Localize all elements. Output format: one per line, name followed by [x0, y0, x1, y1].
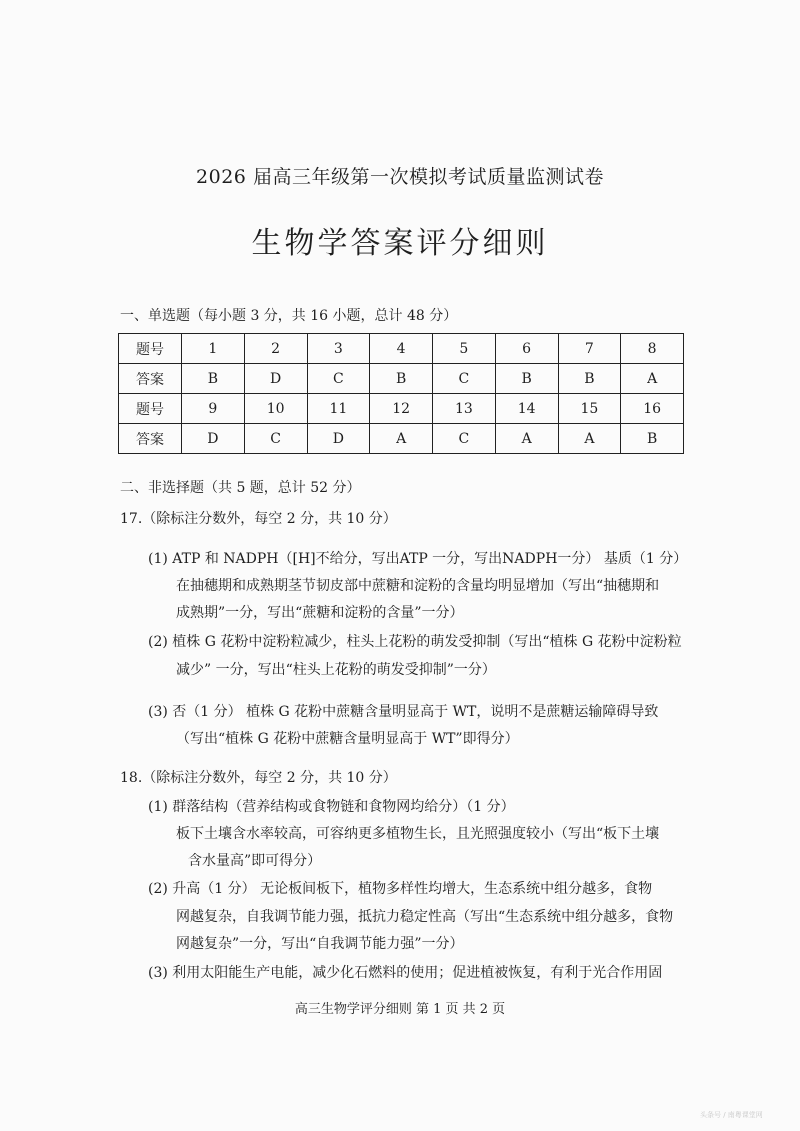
answer-cell: B [558, 364, 621, 394]
row-label: 答案 [119, 424, 182, 454]
row-label: 题号 [119, 334, 182, 364]
question-number: 10 [244, 394, 307, 424]
page-footer: 高三生物学评分细则 第 1 页 共 2 页 [294, 1002, 506, 1017]
question-number: 13 [433, 394, 496, 424]
answer-cell: C [307, 364, 370, 394]
q18-answer-1: (1) 群落结构（营养结构或食物链和食物网均给分）（1 分） [148, 799, 515, 815]
q18-answer-3: (3) 利用太阳能生产电能，减少化石燃料的使用；促进植被恢复，有利于光合作用固 [148, 965, 663, 981]
section1-heading: 一、单选题（每小题 3 分，共 16 小题，总计 48 分） [120, 308, 458, 324]
question-number: 3 [307, 334, 370, 364]
q18-answer-1-line2: 板下土壤含水率较高，可容纳更多植物生长，且光照强度较小（写出“板下土壤 [176, 826, 660, 842]
question-number: 4 [370, 334, 433, 364]
q18-answer-2: (2) 升高（1 分） 无论板间板下，植物多样性均增大，生态系统中组分越多，食物 [148, 881, 653, 897]
question-number: 15 [558, 394, 621, 424]
answer-cell: D [244, 364, 307, 394]
q17-answer-2: (2) 植株 G 花粉中淀粉粒减少，柱头上花粉的萌发受抑制（写出“植株 G 花粉中淀粉粒 [148, 634, 682, 650]
q17-answer-2-line2: 减少” 一分，写出“柱头上花粉的萌发受抑制”一分） [176, 662, 496, 678]
question-number: 16 [621, 394, 684, 424]
question-number: 6 [495, 334, 558, 364]
q17-answer-3: (3) 否（1 分） 植株 G 花粉中蔗糖含量明显高于 WT，说明不是蔗糖运输障碍导致 [148, 704, 659, 720]
answer-cell: D [307, 424, 370, 454]
question-number: 11 [307, 394, 370, 424]
page-title: 生物学答案评分细则 [251, 226, 549, 261]
question-number: 14 [495, 394, 558, 424]
q18-answer-2-line3: 网越复杂”一分，写出“自我调节能力强”一分） [176, 936, 464, 952]
answer-cell: A [621, 364, 684, 394]
q18-title: 18.（除标注分数外，每空 2 分，共 10 分） [120, 770, 397, 786]
answer-cell: B [370, 364, 433, 394]
exam-title: 2026 届高三年级第一次模拟考试质量监测试卷 [196, 166, 604, 188]
section2-heading: 二、非选择题（共 5 题，总计 52 分） [120, 480, 361, 496]
answer-table [118, 333, 684, 454]
answer-cell: D [182, 424, 245, 454]
table-row [119, 364, 684, 394]
row-label: 答案 [119, 364, 182, 394]
answer-cell: C [244, 424, 307, 454]
q17-answer-3-line2: （写出“植株 G 花粉中蔗糖含量明显高于 WT”即得分） [176, 731, 519, 747]
answer-cell: B [495, 364, 558, 394]
q18-answer-1-line3: 含水量高”即可得分） [188, 853, 322, 869]
question-number: 1 [182, 334, 245, 364]
question-number: 7 [558, 334, 621, 364]
table-row [119, 394, 684, 424]
q18-answer-2-line2: 网越复杂，自我调节能力强，抵抗力稳定性高（写出“生态系统中组分越多，食物 [176, 909, 674, 925]
question-number: 2 [244, 334, 307, 364]
question-number: 9 [182, 394, 245, 424]
answer-cell: A [495, 424, 558, 454]
question-number: 5 [433, 334, 496, 364]
answer-cell: A [370, 424, 433, 454]
question-number: 12 [370, 394, 433, 424]
answer-cell: A [558, 424, 621, 454]
q17-answer-1: (1) ATP 和 NADPH（[H]不给分，写出ATP 一分，写出NADPH一分） 基质（1 分） [148, 551, 688, 567]
q17-answer-1-line3: 成熟期”一分，写出“蔗糖和淀粉的含量”一分） [176, 605, 464, 621]
answer-cell: B [182, 364, 245, 394]
watermark: 头条号 / 南粤课堂网 [700, 1111, 763, 1119]
table-row [119, 334, 684, 364]
answer-cell: C [433, 364, 496, 394]
answer-cell: C [433, 424, 496, 454]
answer-cell: B [621, 424, 684, 454]
q17-answer-1-line2: 在抽穗期和成熟期茎节韧皮部中蔗糖和淀粉的含量均明显增加（写出“抽穗期和 [176, 578, 660, 594]
question-number: 8 [621, 334, 684, 364]
q17-title: 17.（除标注分数外，每空 2 分，共 10 分） [120, 511, 397, 527]
row-label: 题号 [119, 394, 182, 424]
table-row [119, 424, 684, 454]
